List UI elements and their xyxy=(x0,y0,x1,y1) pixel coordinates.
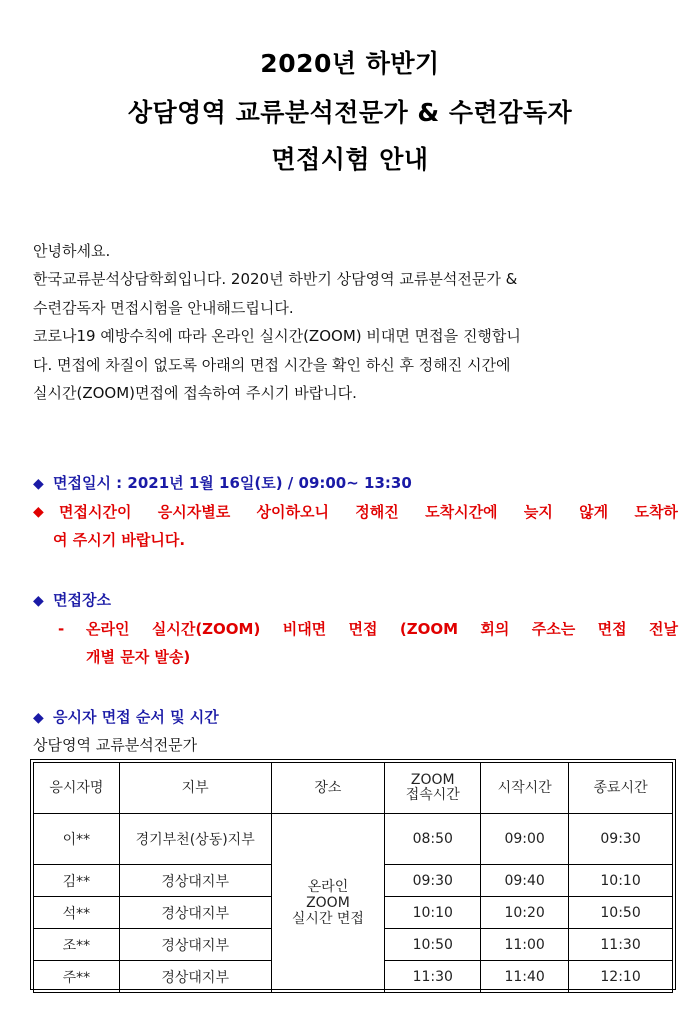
intro-word: 한국교류분석상담학회입니다. xyxy=(33,270,227,289)
date-label: 면접일시 : 2021년 1월 16일(토) / 09:00~ 13:30 xyxy=(53,474,412,492)
diamond-bullet-icon: ◆ xyxy=(33,504,44,520)
cell-end: 11:30 xyxy=(569,929,673,961)
word: 전날 xyxy=(648,620,678,638)
cell-end: 10:50 xyxy=(569,897,673,929)
word: 실시간(ZOOM) xyxy=(151,620,261,638)
cell-connect: 08:50 xyxy=(385,814,481,865)
intro-word: 예방수칙에 xyxy=(100,327,173,346)
doc-title-line3: 면접시험 안내 xyxy=(271,145,429,174)
place-detail xyxy=(58,615,678,671)
warning-words xyxy=(53,498,678,526)
cell-end: 10:10 xyxy=(569,865,673,897)
cell-name: 석** xyxy=(34,897,120,929)
intro-word: & xyxy=(505,270,518,289)
header-name: 응시자명 xyxy=(34,763,120,814)
intro-line-3 xyxy=(33,322,673,350)
table-row xyxy=(34,814,673,865)
word: 정해진 xyxy=(355,503,399,521)
intro-line-2: 수련감독자 면접시험을 안내해드립니다. xyxy=(33,298,294,317)
order-label: 응시자 면접 순서 및 시간 xyxy=(53,708,219,726)
date-heading xyxy=(33,469,678,498)
word: 온라인 xyxy=(86,620,130,638)
warning-line-1 xyxy=(33,498,678,526)
table-caption: 상담영역 교류분석전문가 xyxy=(33,736,198,754)
cell-name: 주** xyxy=(34,961,120,993)
intro-line-4: 다. 면접에 차질이 없도록 아래의 면접 시간을 확인 하신 후 정해진 시간에 xyxy=(33,355,511,374)
diamond-bullet-icon: ◆ xyxy=(33,593,44,609)
cell-start: 09:40 xyxy=(481,865,569,897)
intro-word: 교류분석전문가 xyxy=(399,270,501,289)
cell-start: 11:40 xyxy=(481,961,569,993)
place-heading xyxy=(33,586,678,615)
intro-paragraph xyxy=(33,237,673,407)
word: 비대면 xyxy=(282,620,327,638)
schedule-table xyxy=(33,762,673,993)
greeting: 안녕하세요. xyxy=(33,242,111,260)
header-connect: ZOOM 접속시간 xyxy=(385,763,481,814)
intro-word: 2020년 xyxy=(230,270,284,289)
table-header-row xyxy=(34,763,673,814)
intro-word: 상담영역 xyxy=(336,270,395,289)
intro-word: 코로나19 xyxy=(33,327,96,346)
date-warning xyxy=(33,498,678,554)
intro-line-1 xyxy=(33,265,673,293)
warning-line-2: 여 주시기 바랍니다. xyxy=(53,531,186,549)
cell-connect: 10:50 xyxy=(385,929,481,961)
cell-branch: 경상대지부 xyxy=(119,929,271,961)
cell-connect: 09:30 xyxy=(385,865,481,897)
cell-start: 09:00 xyxy=(481,814,569,865)
word: (ZOOM xyxy=(399,620,459,638)
intro-word: 면접을 xyxy=(414,327,459,346)
doc-title-line1: 2020년 하반기 xyxy=(260,49,440,78)
intro-word: 실시간(ZOOM) xyxy=(259,327,362,346)
header-start: 시작시간 xyxy=(481,763,569,814)
diamond-bullet-icon: ◆ xyxy=(33,476,44,492)
header-branch: 지부 xyxy=(119,763,271,814)
cell-branch: 경상대지부 xyxy=(119,865,271,897)
cell-branch: 경상대지부 xyxy=(119,961,271,993)
word: 도착시간에 xyxy=(425,503,498,521)
word: 않게 xyxy=(579,503,609,521)
word: 면접 xyxy=(597,620,627,638)
cell-end: 12:10 xyxy=(569,961,673,993)
word: 회의 xyxy=(480,620,510,638)
cell-connect: 11:30 xyxy=(385,961,481,993)
cell-branch: 경상대지부 xyxy=(119,897,271,929)
cell-start: 11:00 xyxy=(481,929,569,961)
intro-word: 진행합니 xyxy=(462,327,521,346)
doc-title-line2: 상담영역 교류분석전문가 & 수련감독자 xyxy=(127,98,573,127)
cell-start: 10:20 xyxy=(481,897,569,929)
intro-line-5: 실시간(ZOOM)면접에 접속하여 주시기 바랍니다. xyxy=(33,384,357,403)
intro-word: 비대면 xyxy=(366,327,410,346)
cell-connect: 10:10 xyxy=(385,897,481,929)
word: 도착하 xyxy=(634,503,678,521)
cell-name: 김** xyxy=(34,865,120,897)
place-words xyxy=(86,615,678,643)
word: 주소는 xyxy=(531,620,576,638)
place-detail-line-2: 개별 문자 발송) xyxy=(86,648,191,666)
header-end: 종료시간 xyxy=(569,763,673,814)
place-detail-line-1 xyxy=(58,615,678,643)
intro-word: 온라인 xyxy=(211,327,255,346)
word: 늦지 xyxy=(523,503,553,521)
diamond-bullet-icon: ◆ xyxy=(33,710,44,726)
place-label: 면접장소 xyxy=(53,591,111,609)
order-heading xyxy=(33,703,678,732)
intro-word: 하반기 xyxy=(288,270,332,289)
word: 상이하오니 xyxy=(256,503,329,521)
cell-name: 조** xyxy=(34,929,120,961)
header-place: 장소 xyxy=(271,763,385,814)
cell-name: 이** xyxy=(34,814,120,865)
dash-bullet: - xyxy=(58,620,65,638)
word: 응시자별로 xyxy=(157,503,231,521)
word: 면접 xyxy=(348,620,378,638)
cell-branch: 경기부천(상동)지부 xyxy=(119,814,271,865)
cell-end: 09:30 xyxy=(569,814,673,865)
cell-place: 온라인 ZOOM 실시간 면접 xyxy=(271,814,385,993)
intro-word: 따라 xyxy=(177,327,207,346)
word: 면접시간이 xyxy=(59,503,132,521)
